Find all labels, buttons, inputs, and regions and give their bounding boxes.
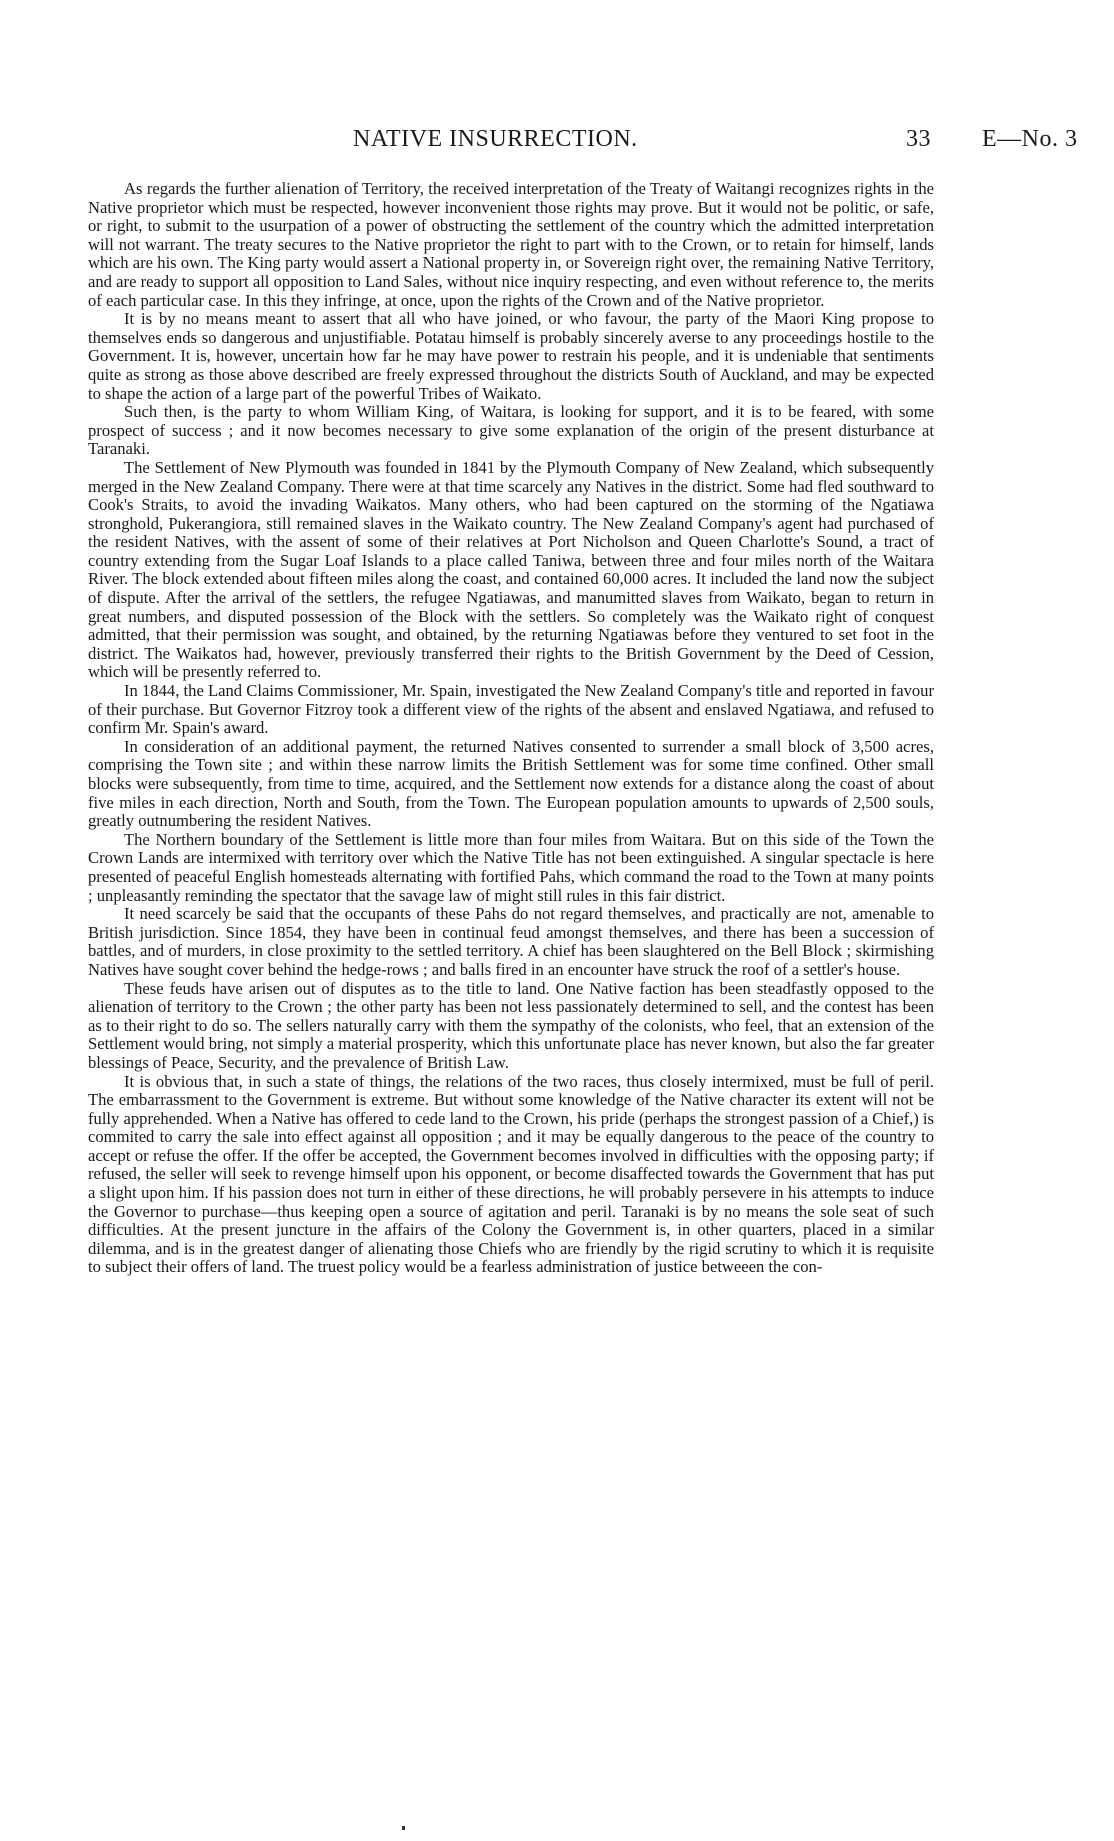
ink-speck: [402, 1826, 405, 1830]
paragraph-northern-boundary: The Northern boundary of the Settlement is little more than four miles from Waitara. But on this side of the Town the Crown Lands are intermixed with territory over which the Native Title has not been extinguished. A singular spectacle is here presented of peaceful English homesteads alternating with fortified Pahs, which command the road to the Town at many points ; unpleasantly reminding the spectator that the savage law of might still rules in this fair district.: [88, 829, 934, 905]
body-text: [88, 180, 934, 1277]
page-header: [0, 126, 1114, 160]
paragraph-land-claims-1844: In 1844, the Land Claims Commissioner, Mr. Spain, investigated the New Zealand Company's title and reported in favour of their purchase. But Governor Fitzroy took a different view of the rights of the absent and enslaved Ngatiawa, and refused to confirm Mr. Spain's award.: [88, 681, 934, 738]
page-number: 33: [906, 126, 931, 152]
paragraph-state-of-things: It is obvious that, in such a state of things, the relations of the two races, thus closely intermixed, must be full of peril. The embarrassment to the Government is extreme. But without some knowledge of the Native character its extent will not be fully apprehended. When a Native has offered to cede land to the Crown, his pride (perhaps the strongest passion of a Chief,) is commited to carry the sale into effect against all opposition ; and it may be equally dangerous to the peace of the country to accept or refuse the offer. If the offer be accepted, the Government becomes involved in difficulties with the opposing party; if refused, the seller will seek to revenge himself upon his opponent, or become disaffected towards the Government that has put a slight upon him. If his passion does not turn in either of these directions, he will probably persevere in his attempts to induce the Governor to purchase—thus keeping open a source of agitation and peril. Taranaki is by no means the sole seat of such difficulties. At the present juncture in the affairs of the Colony the Government is, in other quarters, placed in a similar dilemma, and is in the greatest danger of alienating those Chiefs who are friendly by the rigid scrutiny to which it is requisite to subject their offers of land. The truest policy would be a fearless administration of justice betweeen the con-: [88, 1071, 934, 1277]
paragraph-pah-occupants: It need scarcely be said that the occupants of these Pahs do not regard themselves, and practically are not, amenable to British jurisdiction. Since 1854, they have been in continual feud amongst themselves, and there has been a succession of battles, and of murders, in close proximity to the settled territory. A chief has been slaughtered on the Bell Block ; skirmishing Natives have sought cover behind the hedge-rows ; and balls fired in an encounter have struck the roof of a settler's house.: [88, 904, 934, 979]
running-title: NATIVE INSURRECTION.: [353, 126, 638, 152]
document-reference: E—No. 3: [982, 126, 1078, 152]
paragraph-territory-alienation: As regards the further alienation of Territory, the received interpretation of the Treaty of Waitangi recognizes rights in the Native proprietor which must be respected, however inconvenient those rights may prove. But it would not be politic, or safe, or right, to submit to the usurpation of a power of obstructing the settlement of the country which the admitted interpretation will not warrant. The treaty secures to the Native proprietor the right to part with to the Crown, or to retain for himself, lands which are his own. The King party would assert a National property in, or Sovereign right over, the remaining Native Territory, and are ready to support all opposition to Land Sales, without nice inquiry respecting, and even without reference to, the merits of each particular case. In this they infringe, at once, upon the rights of the Crown and of the Native proprietor.: [88, 179, 934, 310]
paragraph-william-king: Such then, is the party to whom William King, of Waitara, is looking for support, and it is to be feared, with some prospect of success ; and it now becomes necessary to give some explanation of the origin of the present disturbance at Taranaki.: [88, 402, 934, 459]
paragraph-maori-king: It is by no means meant to assert that all who have joined, or who favour, the party of the Maori King propose to themselves ends so dangerous and unjustifiable. Potatau himself is probably sincerely averse to any proceedings hostile to the Government. It is, however, uncertain how far he may have power to restrain his people, and it is undeniable that sentiments quite as strong as those above described are freely expressed throughout the districts South of Auckland, and may be expected to shape the action of a large part of the powerful Tribes of Waikato.: [88, 309, 934, 403]
paragraph-feuds: These feuds have arisen out of disputes as to the title to land. One Native faction has been steadfastly opposed to the alienation of territory to the Crown ; the other party has been not less passionately determined to sell, and the contest has been as to their right to do so. The sellers naturally carry with them the sympathy of the colonists, who feel, that an extension of the Settlement would bring, not simply a material prosperity, which this unfortunate place has never known, but also the far greater blessings of Peace, Security, and the prevalence of British Law.: [88, 978, 934, 1072]
paragraph-new-plymouth-settlement: The Settlement of New Plymouth was founded in 1841 by the Plymouth Company of New Zealand, which subsequently merged in the New Zealand Company. There were at that time scarcely any Natives in the district. Some had fled southward to Cook's Straits, to avoid the invading Waikatos. Many others, who had been captured on the storming of the Ngatiawa stronghold, Pukerangiora, still remained slaves in the Waikato country. The New Zealand Company's agent had purchased of the resident Natives, with the assent of some of their relatives at Port Nicholson and Queen Charlotte's Sound, a tract of country extending from the Sugar Loaf Islands to a place called Taniwa, between three and four miles north of the Waitara River. The block extended about fifteen miles along the coast, and contained 60,000 acres. It included the land now the subject of dispute. After the arrival of the settlers, the refugee Ngatiawas, and manumitted slaves from Waikato, began to return in great numbers, and disputed possession of the Block with the settlers. So completely was the Waikato right of conquest admitted, that their permission was sought, and obtained, by the returning Ngatiawas before they ventured to set foot in the district. The Waikatos had, however, previously transferred their rights to the British Government by the Deed of Cession, which will be presently referred to.: [88, 457, 934, 682]
paragraph-additional-payment: In consideration of an additional payment, the returned Natives consented to surrender a small block of 3,500 acres, comprising the Town site ; and within these narrow limits the British Settlement was for some time confined. Other small blocks were subsequently, from time to time, acquired, and the Settlement now extends for a distance along the coast of about five miles in each direction, North and South, from the Town. The European population amounts to upwards of 2,500 souls, greatly outnumbering the resident Natives.: [88, 736, 934, 831]
